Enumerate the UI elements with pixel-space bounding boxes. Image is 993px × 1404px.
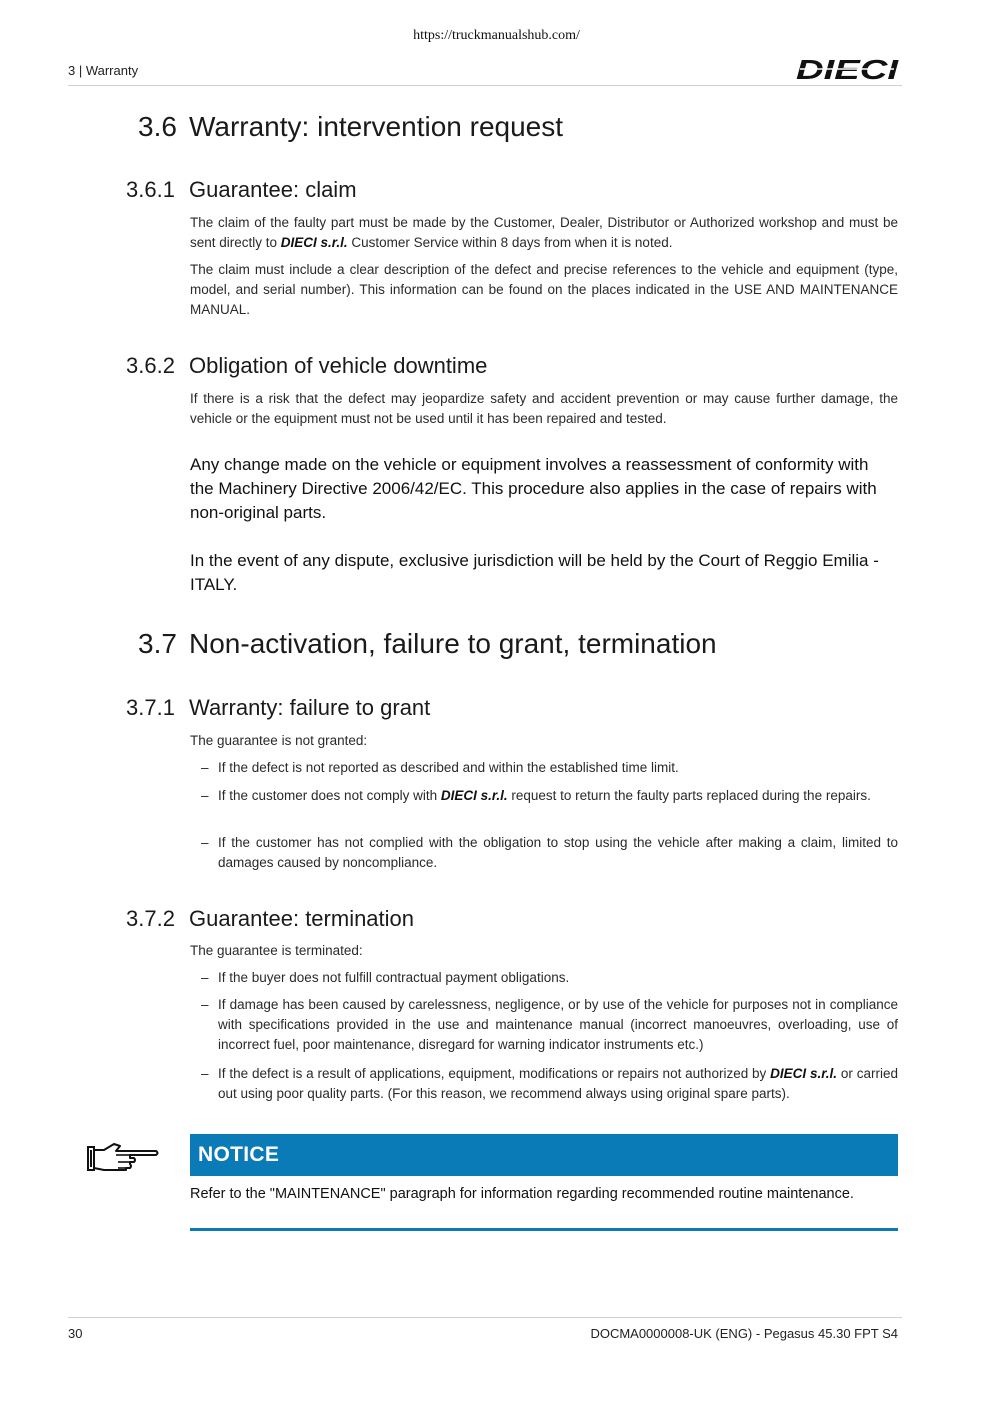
list-item: – If the defect is a result of applications, equipment, modifications or repairs not authorized by DIECI s.r.l. or carried out using poor quality parts. (For this reason, we recommend always using original spare parts). — [201, 1066, 898, 1101]
list-item: – If the customer has not complied with the obligation to stop using the vehicle after making a claim, limited to damages caused by noncompliance. — [201, 835, 898, 870]
section-3-7-heading: 3.7 Non-activation, failure to grant, termination — [138, 628, 717, 659]
list-item: – If damage has been caused by carelessness, negligence, or by use of the vehicle for purposes not in compliance with specifications provided in the use and maintenance manual (incorrect manoeuvres, overloading, use of incorrect fuel, poor maintenance, disregard for warning indicator instruments etc.) — [201, 997, 898, 1052]
section-3-6-1-heading: 3.6.1 Guarantee: claim — [126, 177, 357, 202]
dieci-logo — [796, 56, 900, 82]
list-item: – If the buyer does not fulfill contractual payment obligations. — [201, 970, 570, 985]
section-3-6-2-heading: 3.6.2 Obligation of vehicle downtime — [126, 353, 488, 378]
notice-text: Refer to the "MAINTENANCE" paragraph for information regarding recommended routine maintenance. — [190, 1186, 854, 1202]
svg-text:DIECI: DIECI — [796, 56, 900, 82]
footer-rule — [68, 1317, 902, 1318]
jurisdiction-statement: In the event of any dispute, exclusive jurisdiction will be held by the Court of Reggio Emilia - ITALY. — [190, 551, 879, 594]
section-3-7-1-heading: 3.7.1 Warranty: failure to grant — [126, 695, 431, 720]
claim-paragraph-2: The claim must include a clear description of the defect and precise references to the vehicle and equipment (type, model, and serial number). This information can be found on the places indicated in the USE AND MAINTENANCE MANUAL. — [190, 262, 898, 317]
notice-title: NOTICE — [198, 1143, 280, 1166]
notice-banner — [190, 1134, 898, 1176]
notice-rule — [190, 1228, 898, 1231]
pointing-hand-icon — [86, 1140, 160, 1176]
terminated-intro: The guarantee is terminated: — [190, 943, 363, 958]
not-granted-intro: The guarantee is not granted: — [190, 733, 368, 748]
claim-paragraph-1: The claim of the faulty part must be made by the Customer, Dealer, Distributor or Authorized workshop and must be sent directly to DIECI s.r.l. Customer Service within 8 days from when it is noted. — [190, 215, 898, 250]
list-item: – If the customer does not comply with DIECI s.r.l. request to return the faulty parts replaced during the repairs. — [201, 788, 871, 803]
header-rule — [68, 85, 902, 86]
section-3-6-heading: 3.6 Warranty: intervention request — [138, 111, 564, 142]
document-id: DOCMA0000008-UK (ENG) - Pegasus 45.30 FPT S4 — [590, 1326, 898, 1341]
conformity-statement: Any change made on the vehicle or equipment involves a reassessment of conformity with the Machinery Directive 2006/42/EC. This procedure also applies in the case of repairs with non-original parts. — [190, 455, 877, 522]
brand-name: DIECI s.r.l. — [280, 235, 348, 250]
list-item: – If the defect is not reported as described and within the established time limit. — [201, 760, 679, 775]
downtime-paragraph: If there is a risk that the defect may jeopardize safety and accident prevention or may cause further damage, the vehicle or the equipment must not be used until it has been repaired and tested. — [190, 391, 898, 426]
page-number: 30 — [68, 1326, 83, 1341]
source-url[interactable]: https://truckmanualshub.com/ — [413, 28, 580, 43]
section-3-7-2-heading: 3.7.2 Guarantee: termination — [126, 906, 415, 931]
header-section-label: 3 | Warranty — [68, 63, 139, 78]
